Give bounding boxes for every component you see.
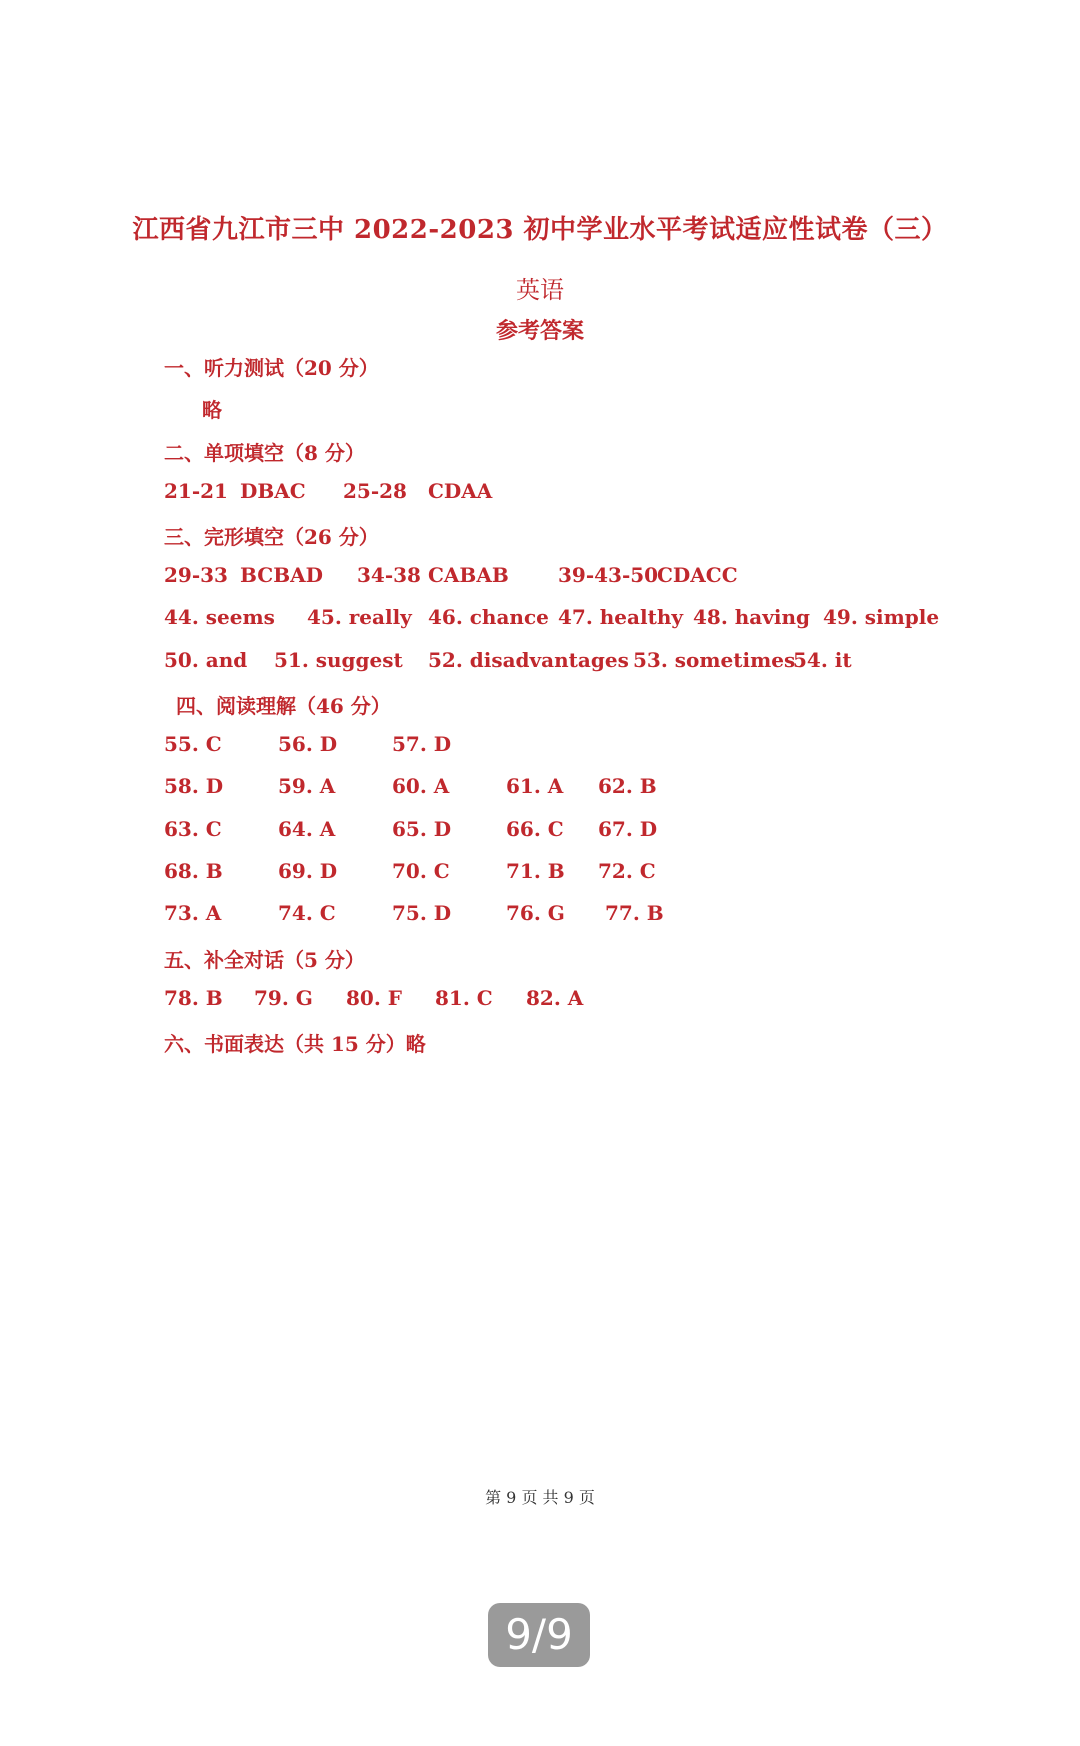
page-footer: 第 9 页 共 9 页: [485, 1488, 595, 1507]
answer-item: 65. D: [392, 817, 452, 841]
answer-item: 68. B: [164, 859, 223, 883]
answer-item: 55. C: [164, 732, 222, 756]
answer-item: 73. A: [164, 901, 222, 925]
document-title: 江西省九江市三中 2022-2023 初中学业水平考试适应性试卷（三）: [132, 215, 948, 245]
answer-item: 77. B: [605, 901, 664, 925]
answer-item: 54. it: [793, 648, 852, 672]
answer-item: 50. and: [164, 648, 248, 672]
answer-item: 79. G: [254, 986, 313, 1010]
subject-heading: 英语: [516, 276, 564, 304]
answer-item: 45. really: [307, 605, 412, 629]
answer-item: 66. C: [506, 817, 564, 841]
answer-range: 29-33: [164, 563, 228, 587]
answer-item: 48. having: [693, 605, 811, 629]
answer-item: 67. D: [598, 817, 658, 841]
answer-range: 25-28: [343, 479, 407, 503]
section-3-heading: 三、完形填空（26 分）: [164, 525, 379, 549]
section-5-heading: 五、补全对话（5 分）: [164, 948, 365, 972]
answer-item: 69. D: [278, 859, 338, 883]
answer-range: 39-43-50: [558, 563, 659, 587]
answer-item: 75. D: [392, 901, 452, 925]
answer-item: 59. A: [278, 774, 336, 798]
answer-item: 60. A: [392, 774, 450, 798]
answer-value: BCBAD: [240, 563, 323, 587]
answer-item: 51. suggest: [274, 648, 403, 672]
answer-item: 56. D: [278, 732, 338, 756]
section-1-content: 略: [202, 398, 222, 422]
answer-item: 61. A: [506, 774, 564, 798]
answer-item: 70. C: [392, 859, 450, 883]
answer-item: 71. B: [506, 859, 565, 883]
answer-range: 34-38: [357, 563, 421, 587]
answer-value: CDAA: [428, 479, 493, 503]
answer-item: 81. C: [435, 986, 493, 1010]
answer-item: 46. chance: [428, 605, 549, 629]
answer-item: 62. B: [598, 774, 657, 798]
answers-heading: 参考答案: [495, 318, 584, 344]
answer-value: DBAC: [240, 479, 306, 503]
page-indicator: 9/9: [488, 1603, 590, 1667]
answer-item: 58. D: [164, 774, 224, 798]
answer-item: 63. C: [164, 817, 222, 841]
answer-item: 47. healthy: [558, 605, 683, 629]
section-2-heading: 二、单项填空（8 分）: [164, 441, 365, 465]
section-1-heading: 一、听力测试（20 分）: [164, 356, 379, 380]
answer-item: 44. seems: [164, 605, 275, 629]
answer-item: 72. C: [598, 859, 656, 883]
answer-item: 80. F: [346, 986, 402, 1010]
section-4-heading: 四、阅读理解（46 分）: [176, 694, 391, 718]
answer-item: 53. sometimes: [633, 648, 796, 672]
answer-item: 64. A: [278, 817, 336, 841]
answer-item: 78. B: [164, 986, 223, 1010]
section-6-heading: 六、书面表达（共 15 分）略: [164, 1032, 426, 1056]
answer-value: CDACC: [657, 563, 738, 587]
answer-item: 52. disadvantages: [428, 648, 629, 672]
answer-value: CABAB: [428, 563, 509, 587]
answer-item: 57. D: [392, 732, 452, 756]
answer-item: 49. simple: [823, 605, 940, 629]
answer-item: 82. A: [526, 986, 584, 1010]
answer-item: 74. C: [278, 901, 336, 925]
answer-item: 76. G: [506, 901, 565, 925]
answer-range: 21-21: [164, 479, 228, 503]
